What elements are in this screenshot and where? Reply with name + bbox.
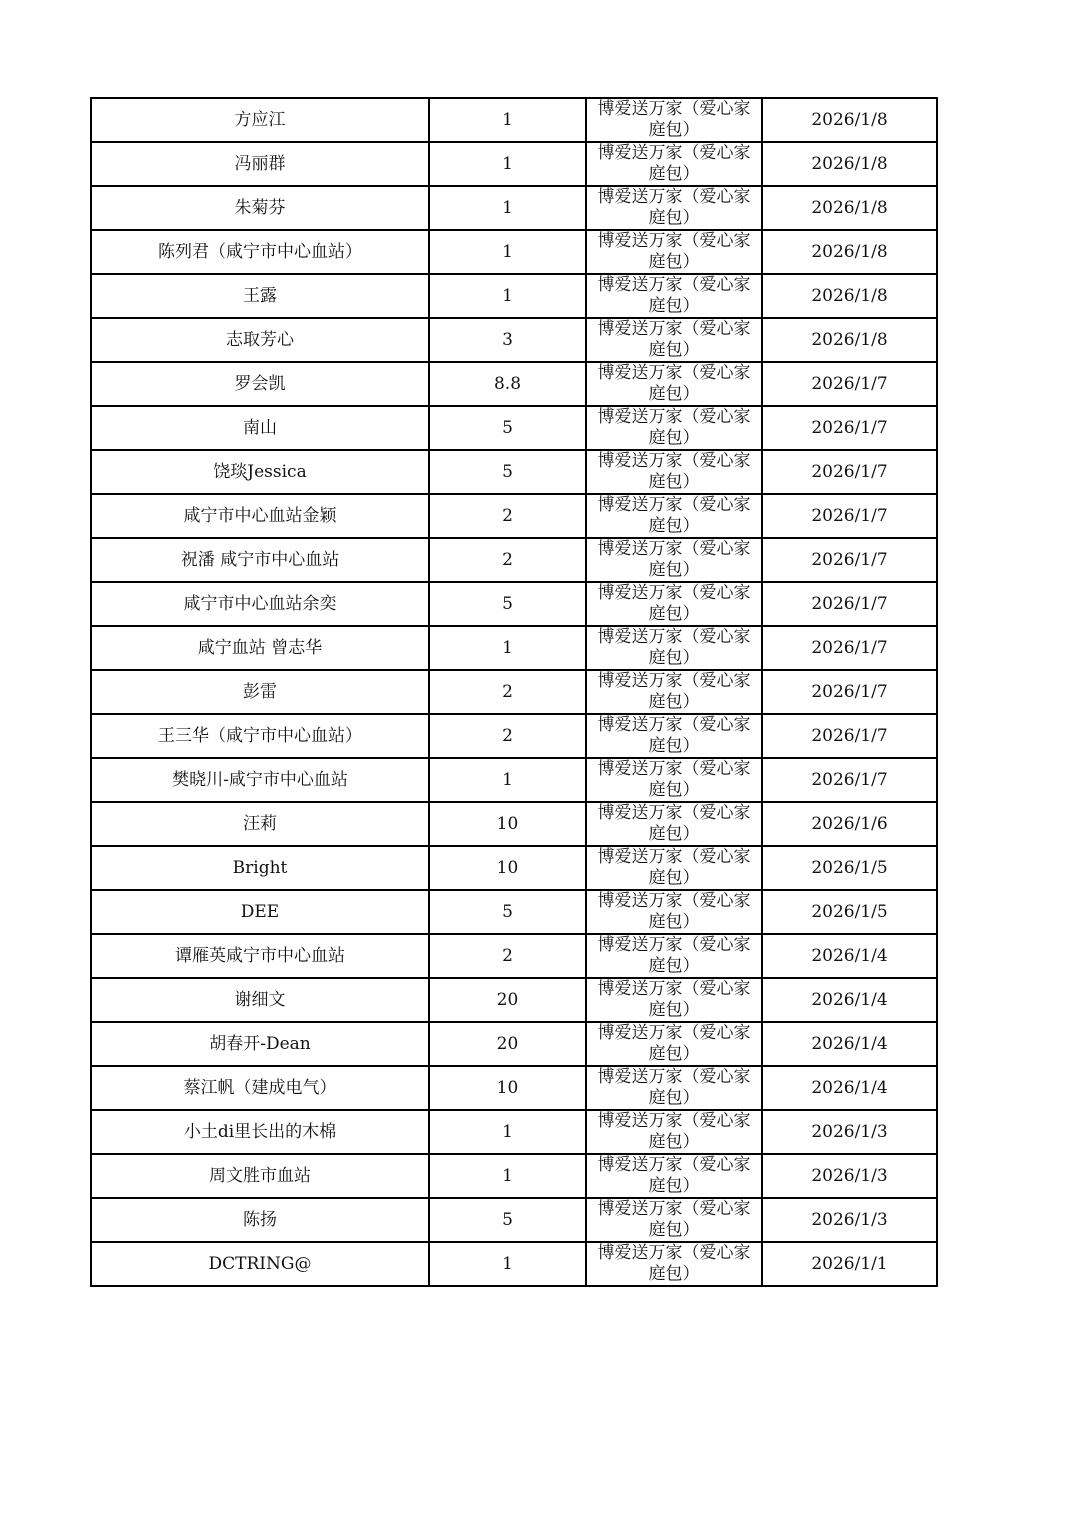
donation-date-cell: 2026/1/3 bbox=[762, 1154, 937, 1198]
project-cell bbox=[586, 1022, 762, 1066]
project-cell bbox=[586, 934, 762, 978]
table-row bbox=[91, 1066, 937, 1110]
project-label: 博爱送万家（爱心家庭包） bbox=[597, 539, 751, 580]
table-row bbox=[91, 274, 937, 318]
donation-amount-cell: 1 bbox=[429, 274, 586, 318]
donation-amount-cell: 1 bbox=[429, 142, 586, 186]
project-label: 博爱送万家（爱心家庭包） bbox=[597, 495, 751, 536]
project-cell bbox=[586, 1110, 762, 1154]
project-label: 博爱送万家（爱心家庭包） bbox=[597, 847, 751, 888]
project-cell bbox=[586, 186, 762, 230]
table-row bbox=[91, 538, 937, 582]
donation-date-cell: 2026/1/5 bbox=[762, 890, 937, 934]
project-cell bbox=[586, 142, 762, 186]
donation-date-cell: 2026/1/7 bbox=[762, 582, 937, 626]
donation-amount-cell: 1 bbox=[429, 230, 586, 274]
project-cell bbox=[586, 758, 762, 802]
donor-name-cell: 朱菊芬 bbox=[91, 186, 429, 230]
donation-date-cell: 2026/1/8 bbox=[762, 318, 937, 362]
table-row bbox=[91, 714, 937, 758]
table-row bbox=[91, 142, 937, 186]
donation-amount-cell: 1 bbox=[429, 98, 586, 142]
donor-name-cell: 胡春开-Dean bbox=[91, 1022, 429, 1066]
project-label: 博爱送万家（爱心家庭包） bbox=[597, 935, 751, 976]
donation-date-cell: 2026/1/4 bbox=[762, 1066, 937, 1110]
donor-name-cell: 周文胜市血站 bbox=[91, 1154, 429, 1198]
donor-name-cell: 王露 bbox=[91, 274, 429, 318]
donation-amount-cell: 1 bbox=[429, 1242, 586, 1286]
donation-date-cell: 2026/1/7 bbox=[762, 758, 937, 802]
donation-amount-cell: 5 bbox=[429, 582, 586, 626]
donor-name-cell: 彭雷 bbox=[91, 670, 429, 714]
donor-name-cell: Bright bbox=[91, 846, 429, 890]
donation-amount-cell: 1 bbox=[429, 626, 586, 670]
donation-date-cell: 2026/1/7 bbox=[762, 626, 937, 670]
project-label: 博爱送万家（爱心家庭包） bbox=[597, 1111, 751, 1152]
table-row bbox=[91, 186, 937, 230]
table-row bbox=[91, 230, 937, 274]
project-label: 博爱送万家（爱心家庭包） bbox=[597, 451, 751, 492]
donation-date-cell: 2026/1/8 bbox=[762, 186, 937, 230]
donation-amount-cell: 10 bbox=[429, 846, 586, 890]
project-label: 博爱送万家（爱心家庭包） bbox=[597, 891, 751, 932]
project-label: 博爱送万家（爱心家庭包） bbox=[597, 803, 751, 844]
table-row bbox=[91, 318, 937, 362]
donation-date-cell: 2026/1/8 bbox=[762, 98, 937, 142]
project-label: 博爱送万家（爱心家庭包） bbox=[597, 363, 751, 404]
donor-name-cell: 饶琰Jessica bbox=[91, 450, 429, 494]
project-label: 博爱送万家（爱心家庭包） bbox=[597, 231, 751, 272]
table-row bbox=[91, 1110, 937, 1154]
donation-amount-cell: 10 bbox=[429, 802, 586, 846]
project-label: 博爱送万家（爱心家庭包） bbox=[597, 407, 751, 448]
project-cell bbox=[586, 362, 762, 406]
table-row bbox=[91, 494, 937, 538]
donor-name-cell: 王三华（咸宁市中心血站） bbox=[91, 714, 429, 758]
table-row bbox=[91, 890, 937, 934]
project-cell bbox=[586, 1198, 762, 1242]
donation-date-cell: 2026/1/7 bbox=[762, 538, 937, 582]
project-label: 博爱送万家（爱心家庭包） bbox=[597, 759, 751, 800]
project-cell bbox=[586, 406, 762, 450]
donor-name-cell: 咸宁市中心血站余奕 bbox=[91, 582, 429, 626]
donation-amount-cell: 10 bbox=[429, 1066, 586, 1110]
donation-date-cell: 2026/1/1 bbox=[762, 1242, 937, 1286]
donor-name-cell: 樊晓川-咸宁市中心血站 bbox=[91, 758, 429, 802]
donation-amount-cell: 1 bbox=[429, 758, 586, 802]
project-label: 博爱送万家（爱心家庭包） bbox=[597, 1067, 751, 1108]
donation-date-cell: 2026/1/5 bbox=[762, 846, 937, 890]
project-label: 博爱送万家（爱心家庭包） bbox=[597, 979, 751, 1020]
table-row bbox=[91, 802, 937, 846]
donation-amount-cell: 1 bbox=[429, 1154, 586, 1198]
table-row bbox=[91, 582, 937, 626]
donation-date-cell: 2026/1/7 bbox=[762, 494, 937, 538]
project-label: 博爱送万家（爱心家庭包） bbox=[597, 1023, 751, 1064]
project-cell bbox=[586, 318, 762, 362]
table-row bbox=[91, 626, 937, 670]
donor-name-cell: 罗会凯 bbox=[91, 362, 429, 406]
donation-table bbox=[90, 97, 938, 1287]
table-row bbox=[91, 846, 937, 890]
project-label: 博爱送万家（爱心家庭包） bbox=[597, 143, 751, 184]
project-cell bbox=[586, 978, 762, 1022]
donation-amount-cell: 2 bbox=[429, 934, 586, 978]
donation-amount-cell: 5 bbox=[429, 406, 586, 450]
donor-name-cell: 陈列君（咸宁市中心血站） bbox=[91, 230, 429, 274]
project-cell bbox=[586, 450, 762, 494]
donation-amount-cell: 3 bbox=[429, 318, 586, 362]
donation-date-cell: 2026/1/7 bbox=[762, 406, 937, 450]
donation-date-cell: 2026/1/7 bbox=[762, 714, 937, 758]
table-row bbox=[91, 934, 937, 978]
project-label: 博爱送万家（爱心家庭包） bbox=[597, 1155, 751, 1196]
project-label: 博爱送万家（爱心家庭包） bbox=[597, 715, 751, 756]
donation-date-cell: 2026/1/8 bbox=[762, 230, 937, 274]
donation-date-cell: 2026/1/3 bbox=[762, 1198, 937, 1242]
donor-name-cell: 咸宁市中心血站金颖 bbox=[91, 494, 429, 538]
donation-date-cell: 2026/1/3 bbox=[762, 1110, 937, 1154]
donor-name-cell: 小土di里长出的木棉 bbox=[91, 1110, 429, 1154]
donor-name-cell: 汪莉 bbox=[91, 802, 429, 846]
project-label: 博爱送万家（爱心家庭包） bbox=[597, 275, 751, 316]
project-label: 博爱送万家（爱心家庭包） bbox=[597, 1243, 751, 1284]
donor-name-cell: DEE bbox=[91, 890, 429, 934]
project-cell bbox=[586, 802, 762, 846]
donor-name-cell: 蔡江帆（建成电气） bbox=[91, 1066, 429, 1110]
donor-name-cell: 冯丽群 bbox=[91, 142, 429, 186]
project-label: 博爱送万家（爱心家庭包） bbox=[597, 187, 751, 228]
table-row bbox=[91, 1242, 937, 1286]
donation-amount-cell: 20 bbox=[429, 1022, 586, 1066]
donor-name-cell: 志取芳心 bbox=[91, 318, 429, 362]
donation-date-cell: 2026/1/8 bbox=[762, 142, 937, 186]
donation-amount-cell: 20 bbox=[429, 978, 586, 1022]
donor-name-cell: 陈扬 bbox=[91, 1198, 429, 1242]
project-cell bbox=[586, 274, 762, 318]
donation-table-body bbox=[91, 98, 937, 1286]
donor-name-cell: 谢细文 bbox=[91, 978, 429, 1022]
donation-date-cell: 2026/1/8 bbox=[762, 274, 937, 318]
donation-date-cell: 2026/1/6 bbox=[762, 802, 937, 846]
project-cell bbox=[586, 626, 762, 670]
project-cell bbox=[586, 670, 762, 714]
project-label: 博爱送万家（爱心家庭包） bbox=[597, 583, 751, 624]
table-row bbox=[91, 1022, 937, 1066]
project-label: 博爱送万家（爱心家庭包） bbox=[597, 627, 751, 668]
donation-amount-cell: 5 bbox=[429, 450, 586, 494]
donor-name-cell: DCTRING@ bbox=[91, 1242, 429, 1286]
donation-amount-cell: 2 bbox=[429, 714, 586, 758]
donor-name-cell: 谭雁英咸宁市中心血站 bbox=[91, 934, 429, 978]
project-label: 博爱送万家（爱心家庭包） bbox=[597, 99, 751, 140]
donation-amount-cell: 5 bbox=[429, 1198, 586, 1242]
donor-name-cell: 祝潘 咸宁市中心血站 bbox=[91, 538, 429, 582]
project-cell bbox=[586, 582, 762, 626]
table-row bbox=[91, 978, 937, 1022]
donation-date-cell: 2026/1/7 bbox=[762, 450, 937, 494]
donation-date-cell: 2026/1/4 bbox=[762, 934, 937, 978]
donor-name-cell: 南山 bbox=[91, 406, 429, 450]
donation-date-cell: 2026/1/4 bbox=[762, 978, 937, 1022]
project-cell bbox=[586, 98, 762, 142]
donor-name-cell: 咸宁血站 曾志华 bbox=[91, 626, 429, 670]
table-row bbox=[91, 98, 937, 142]
project-label: 博爱送万家（爱心家庭包） bbox=[597, 1199, 751, 1240]
donation-date-cell: 2026/1/4 bbox=[762, 1022, 937, 1066]
table-row bbox=[91, 450, 937, 494]
project-cell bbox=[586, 1154, 762, 1198]
project-cell bbox=[586, 230, 762, 274]
project-label: 博爱送万家（爱心家庭包） bbox=[597, 319, 751, 360]
donation-amount-cell: 5 bbox=[429, 890, 586, 934]
donation-amount-cell: 1 bbox=[429, 1110, 586, 1154]
donation-amount-cell: 1 bbox=[429, 186, 586, 230]
donation-amount-cell: 2 bbox=[429, 494, 586, 538]
donation-date-cell: 2026/1/7 bbox=[762, 670, 937, 714]
donation-amount-cell: 8.8 bbox=[429, 362, 586, 406]
project-cell bbox=[586, 494, 762, 538]
donation-date-cell: 2026/1/7 bbox=[762, 362, 937, 406]
project-cell bbox=[586, 846, 762, 890]
project-cell bbox=[586, 538, 762, 582]
table-row bbox=[91, 406, 937, 450]
project-cell bbox=[586, 714, 762, 758]
donation-amount-cell: 2 bbox=[429, 538, 586, 582]
project-cell bbox=[586, 890, 762, 934]
donor-name-cell: 方应江 bbox=[91, 98, 429, 142]
table-row bbox=[91, 1198, 937, 1242]
table-row bbox=[91, 362, 937, 406]
table-row bbox=[91, 670, 937, 714]
table-row bbox=[91, 1154, 937, 1198]
table-row bbox=[91, 758, 937, 802]
project-label: 博爱送万家（爱心家庭包） bbox=[597, 671, 751, 712]
project-cell bbox=[586, 1066, 762, 1110]
project-cell bbox=[586, 1242, 762, 1286]
donation-amount-cell: 2 bbox=[429, 670, 586, 714]
